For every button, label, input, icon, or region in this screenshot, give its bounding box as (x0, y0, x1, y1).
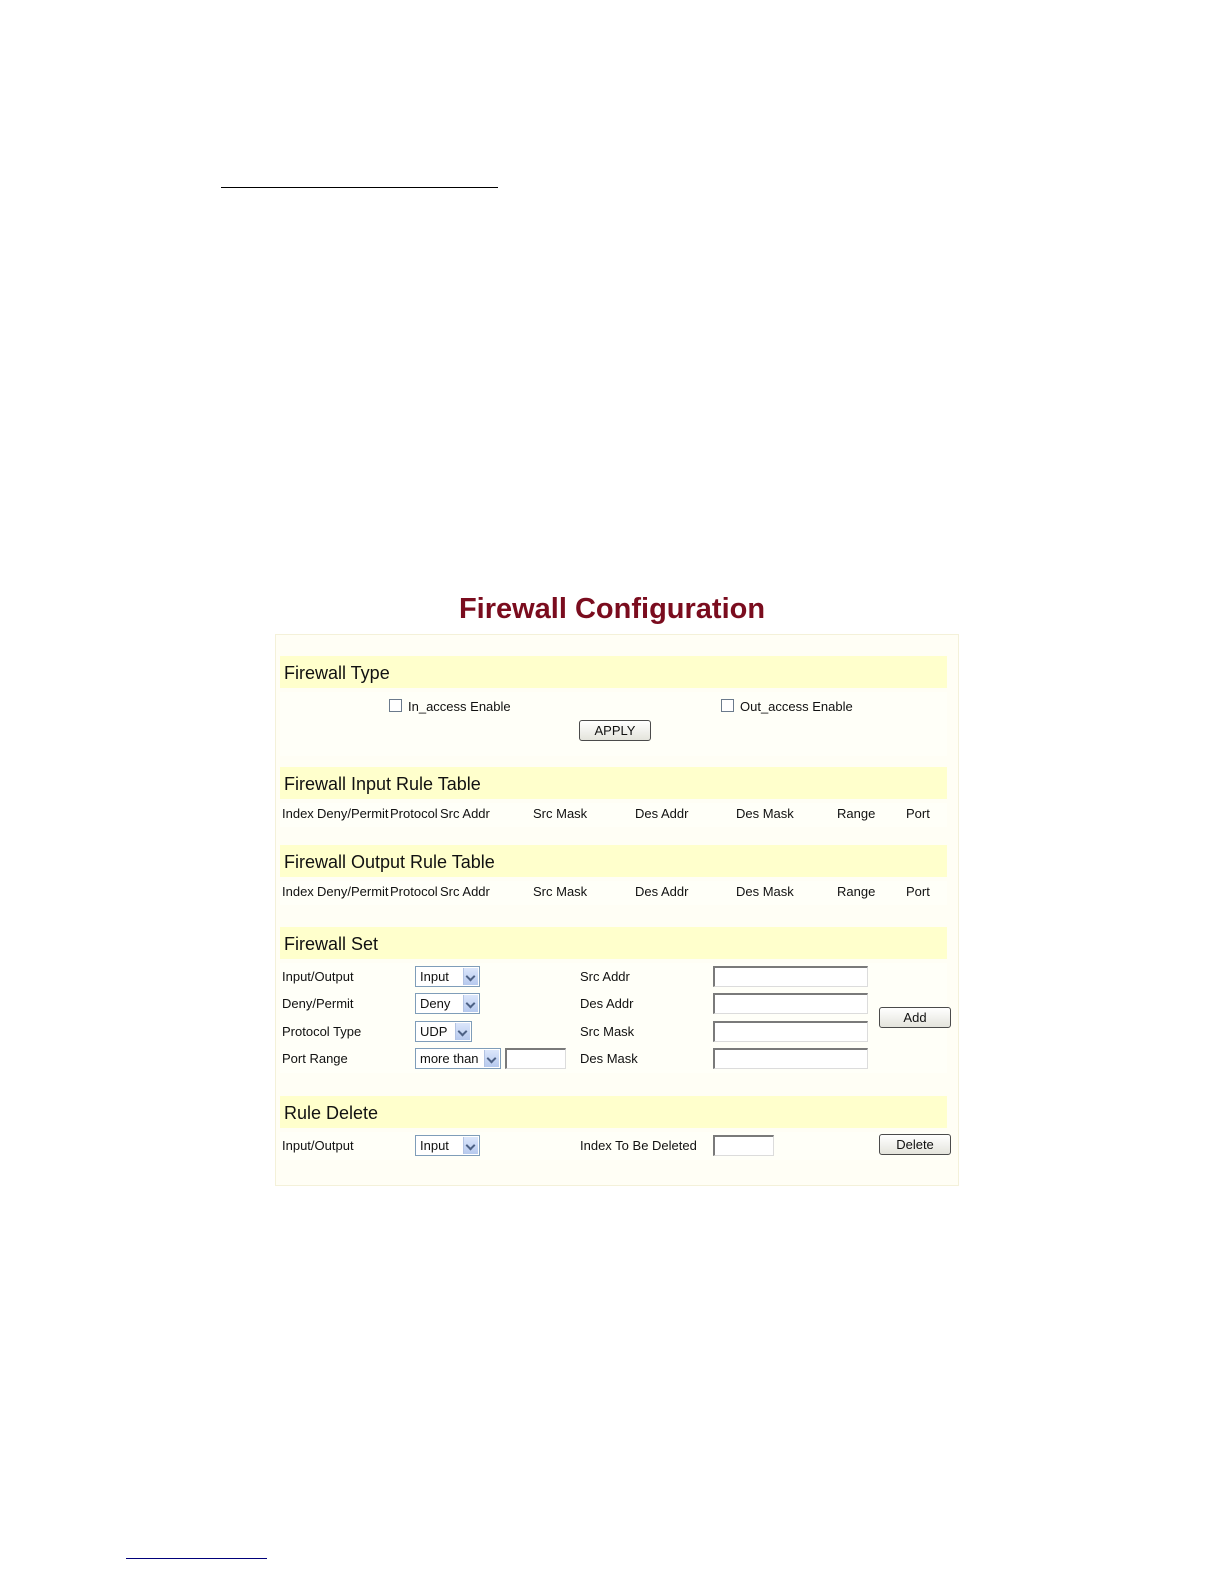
output-col-deny-permit: Deny/Permit (317, 884, 389, 899)
set-deny-permit-value: Deny (420, 996, 451, 1011)
firewall-set-heading: Firewall Set (280, 927, 947, 959)
chevron-down-icon (484, 1050, 499, 1067)
add-button[interactable]: Add (879, 1007, 951, 1028)
input-col-port: Port (906, 806, 930, 821)
output-col-range: Range (837, 884, 876, 899)
delete-button[interactable]: Delete (879, 1134, 951, 1155)
delete-input-output-value: Input (420, 1138, 449, 1153)
output-col-src-mask: Src Mask (533, 884, 588, 899)
input-col-src-addr: Src Addr (440, 806, 490, 821)
set-des-mask-label: Des Mask (580, 1051, 638, 1066)
output-col-src-addr: Src Addr (440, 884, 490, 899)
set-deny-permit-select[interactable] (415, 993, 480, 1014)
set-src-addr-label: Src Addr (580, 969, 630, 984)
set-port-range-value: more than (420, 1051, 479, 1066)
set-protocol-select[interactable] (415, 1021, 472, 1042)
out-access-checkbox[interactable] (721, 699, 734, 712)
input-col-deny-permit: Deny/Permit (317, 806, 389, 821)
set-src-mask-label: Src Mask (580, 1024, 635, 1039)
set-des-addr-label: Des Addr (580, 996, 634, 1011)
output-col-protocol: Protocol (390, 884, 438, 899)
set-port-range-label: Port Range (282, 1051, 348, 1066)
output-col-des-mask: Des Mask (736, 884, 794, 899)
in-access-label: In_access Enable (408, 699, 511, 714)
footer-rule (126, 1558, 267, 1559)
set-protocol-label: Protocol Type (282, 1024, 362, 1039)
header-rule (221, 187, 498, 188)
input-col-des-addr: Des Addr (635, 806, 689, 821)
port-number-input[interactable] (505, 1048, 566, 1069)
des-addr-input[interactable] (713, 993, 868, 1014)
chevron-down-icon (455, 1023, 470, 1040)
output-rule-table-heading: Firewall Output Rule Table (280, 845, 947, 877)
set-input-output-label: Input/Output (282, 969, 354, 984)
page-title: Firewall Configuration (458, 593, 766, 625)
input-col-src-mask: Src Mask (533, 806, 588, 821)
input-col-range: Range (837, 806, 876, 821)
in-access-checkbox[interactable] (389, 699, 402, 712)
chevron-down-icon (463, 1137, 478, 1154)
firewall-type-heading: Firewall Type (280, 656, 947, 688)
input-col-protocol: Protocol (390, 806, 438, 821)
src-mask-input[interactable] (713, 1021, 868, 1042)
output-col-des-addr: Des Addr (635, 884, 689, 899)
set-protocol-value: UDP (420, 1024, 448, 1039)
out-access-label: Out_access Enable (740, 699, 853, 714)
delete-input-output-select[interactable] (415, 1135, 480, 1156)
set-input-output-select[interactable] (415, 966, 480, 987)
delete-index-label: Index To Be Deleted (580, 1138, 697, 1153)
input-rule-table-heading: Firewall Input Rule Table (280, 767, 947, 799)
input-col-index: Index (282, 806, 314, 821)
input-col-des-mask: Des Mask (736, 806, 794, 821)
apply-button[interactable]: APPLY (579, 720, 651, 741)
chevron-down-icon (463, 995, 478, 1012)
delete-input-output-label: Input/Output (282, 1138, 354, 1153)
chevron-down-icon (463, 968, 478, 985)
set-input-output-value: Input (420, 969, 449, 984)
rule-delete-heading: Rule Delete (280, 1096, 947, 1128)
set-port-range-select[interactable] (415, 1048, 501, 1069)
des-mask-input[interactable] (713, 1048, 868, 1069)
src-addr-input[interactable] (713, 966, 868, 987)
delete-index-input[interactable] (713, 1135, 774, 1156)
output-col-index: Index (282, 884, 314, 899)
output-col-port: Port (906, 884, 930, 899)
set-deny-permit-label: Deny/Permit (282, 996, 354, 1011)
